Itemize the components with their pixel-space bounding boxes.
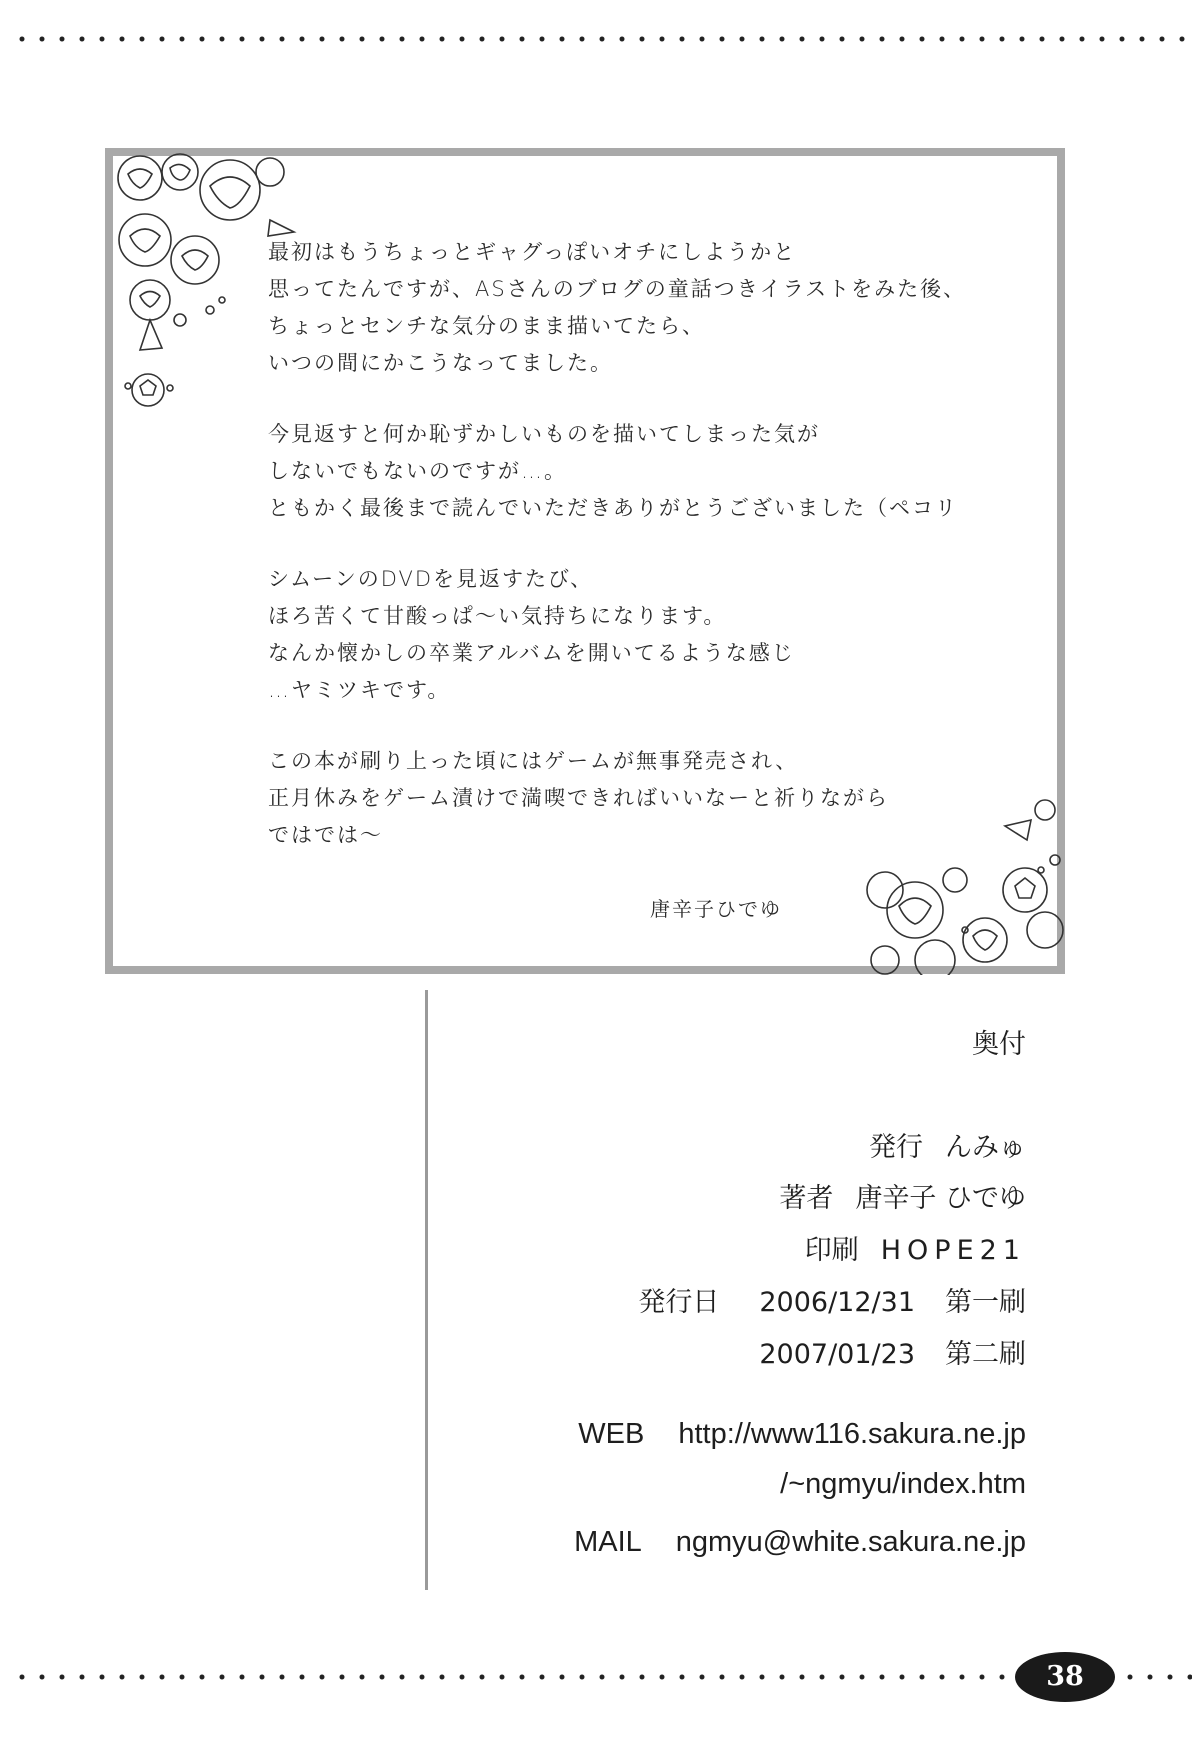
edition-1: 第一刷 (945, 1287, 1026, 1318)
author-value: 唐辛子 ひでゆ (855, 1183, 1026, 1214)
afterword-line: この本が刷り上った頃にはゲームが無事発売され、 (268, 749, 799, 773)
colophon-divider (425, 990, 428, 1590)
afterword-line: シムーンのDVDを見返すたび、 (268, 567, 594, 591)
afterword-paragraph (268, 561, 1028, 709)
author-label: 著者 (779, 1183, 834, 1214)
colophon-date-row (638, 1280, 1026, 1319)
afterword-line: 最初はもうちょっとギャグっぽいオチにしようかと (268, 240, 797, 264)
printer-label: 印刷 (804, 1235, 859, 1266)
mail-address[interactable]: ngmyu@white.sakura.ne.jp (675, 1526, 1026, 1558)
afterword-paragraph (268, 743, 1028, 854)
publisher-label: 発行 (869, 1132, 923, 1163)
web-label: WEB (578, 1418, 645, 1450)
publisher-value: んみゅ (945, 1132, 1026, 1163)
afterword-signature: 唐辛子ひでゆ (650, 897, 782, 921)
afterword-line: ではでは〜 (268, 823, 383, 847)
edition-2: 第二刷 (945, 1339, 1026, 1370)
printer-value: HOPE21 (880, 1235, 1026, 1266)
page-number-badge: 38 (1015, 1652, 1115, 1702)
afterword-line: ちょっとセンチな気分のまま描いてたら、 (268, 314, 705, 338)
date-1: 2006/12/31 (759, 1287, 915, 1318)
colophon-author-row (779, 1176, 1026, 1215)
colophon-mail-row (574, 1526, 1026, 1559)
afterword-line: 今見返すと何か恥ずかしいものを描いてしまった気が (268, 422, 820, 446)
colophon-web-row (578, 1418, 1026, 1451)
afterword-line: 思ってたんですが、ASさんのブログの童話つきイラストをみた後、 (268, 277, 967, 301)
colophon-date2-row (759, 1332, 1026, 1371)
web-url-line1[interactable]: http://www116.sakura.ne.jp (678, 1418, 1026, 1450)
colophon-title: 奥付 (972, 1029, 1026, 1060)
afterword-line: …ヤミツキです。 (268, 678, 451, 702)
afterword-line: しないでもないのですが…。 (268, 459, 567, 483)
colophon-publisher-row (869, 1125, 1026, 1164)
date-2: 2007/01/23 (759, 1339, 915, 1370)
afterword-line: いつの間にかこうなってました。 (268, 351, 613, 375)
web-url-line2[interactable]: /~ngmyu/index.htm (780, 1468, 1026, 1500)
mail-label: MAIL (574, 1526, 642, 1558)
afterword-text (268, 234, 1028, 888)
dotted-border-top (12, 34, 1188, 44)
afterword-line: ほろ苦くて甘酸っぱ〜い気持ちになります。 (268, 604, 727, 628)
colophon-web-row-2 (780, 1468, 1026, 1501)
colophon-printer-row (805, 1228, 1026, 1267)
date-label: 発行日 (638, 1287, 720, 1318)
afterword-line: 正月休みをゲーム漬けで満喫できればいいなーと祈りながら (268, 786, 889, 810)
dotted-border-bottom (12, 1672, 1012, 1682)
afterword-paragraph (268, 234, 1028, 382)
afterword-paragraph (268, 416, 1028, 527)
dotted-border-bottom-right (1120, 1672, 1192, 1682)
afterword-line: ともかく最後まで読んでいただきありがとうございました（ペコリ (268, 496, 958, 520)
afterword-line: なんか懐かしの卒業アルバムを開いてるような感じ (268, 641, 795, 665)
